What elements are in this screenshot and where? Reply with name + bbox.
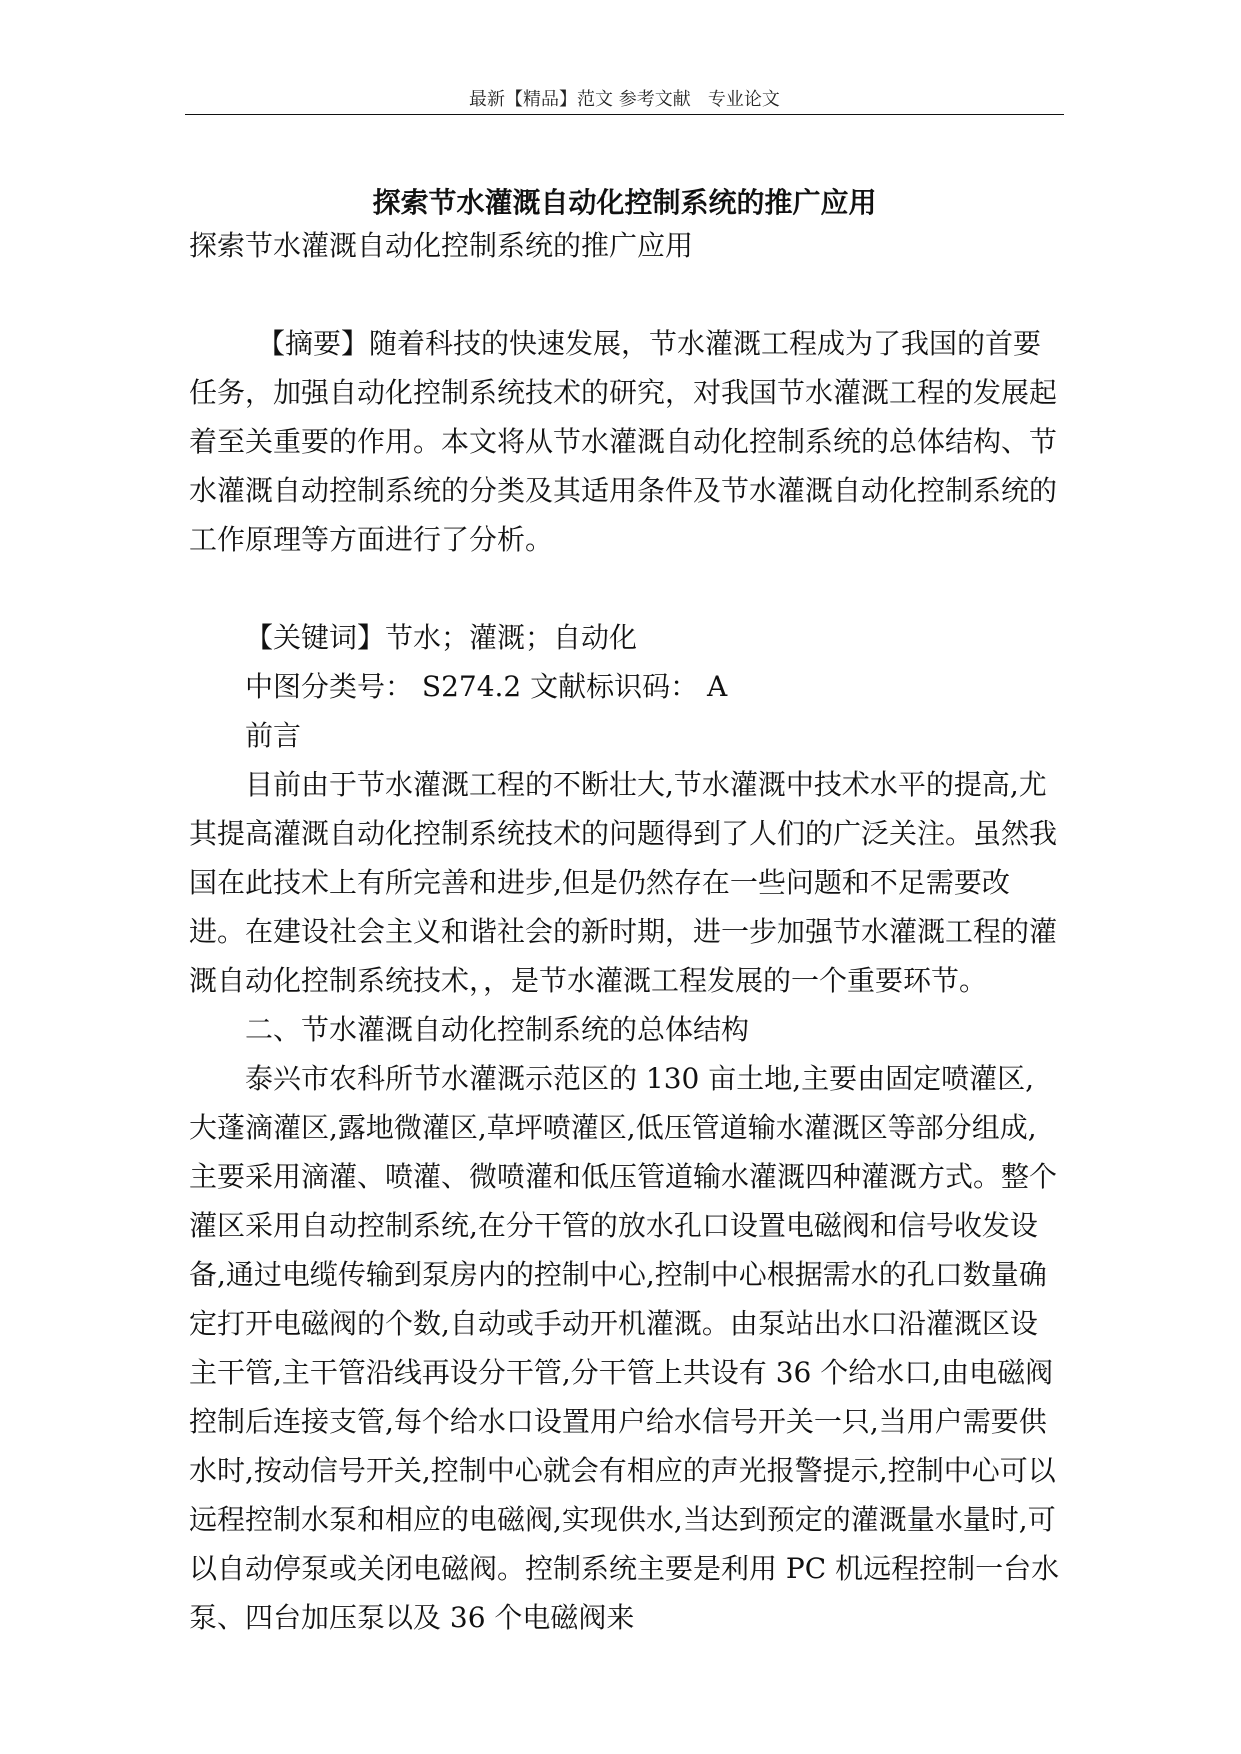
subtitle-line: 探索节水灌溉自动化控制系统的推广应用 (189, 229, 694, 262)
section-heading: 二、节水灌溉自动化控制系统的总体结构 (245, 1013, 750, 1046)
classification-line: 中图分类号： S274.2 文献标识码： A (245, 670, 728, 703)
spacer (189, 564, 1061, 613)
header-rule (185, 114, 1064, 115)
document-body (189, 221, 1061, 1642)
section-paragraph: 泰兴市农科所节水灌溉示范区的 130 亩土地,主要由固定喷灌区,大蓬滴灌区,露地微灌区,草坪喷灌区,低压管道输水灌溉区等部分组成,主要采用滴灌、喷灌、微喷灌和低压管道输水灌溉四种灌溉方式。整个灌区采用自动控制系统,在分干管的放水孔口设置电磁阀和信号收发设备,通过电缆传输到泵房内的控制中心,控制中心根据需水的孔口数量确定打开电磁阀的个数,自动或手动开机灌溉。由泵站出水口沿灌溉区设主干管,主干管沿线再设分干管,分干管上共设有 36 个给水口,由电磁阀控制后连接支管,每个给水口设置用户给水信号开关一只,当用户需要供水时,按动信号开关,控制中心就会有相应的声光报警提示,控制中心可以远程控制水泵和相应的电磁阀,实现供水,当达到预定的灌溉量水量时,可以自动停泵或关闭电磁阀。控制系统主要是利用 PC 机远程控制一台水泵、四台加压泵以及 36 个电磁阀来 (189, 1062, 1060, 1634)
preface-heading: 前言 (245, 719, 302, 752)
keywords-line: 【关键词】节水；灌溉；自动化 (245, 621, 638, 654)
page-header: 最新【精品】范文 参考文献 专业论文 (469, 89, 780, 110)
abstract-paragraph: 【摘要】随着科技的快速发展，节水灌溉工程成为了我国的首要任务，加强自动化控制系统技术的研究，对我国节水灌溉工程的发展起着至关重要的作用。本文将从节水灌溉自动化控制系统的总体结构、节水灌溉自动控制系统的分类及其适用条件及节水灌溉自动化控制系统的工作原理等方面进行了分析。 (189, 327, 1058, 556)
spacer (189, 270, 1061, 319)
preface-paragraph: 目前由于节水灌溉工程的不断壮大,节水灌溉中技术水平的提高,尤其提高灌溉自动化控制系统技术的问题得到了人们的广泛关注。虽然我国在此技术上有所完善和进步,但是仍然存在一些问题和不足需要改进。在建设社会主义和谐社会的新时期，进一步加强节水灌溉工程的灌溉自动化控制系统技术，，是节水灌溉工程发展的一个重要环节。 (189, 768, 1058, 997)
document-title: 探索节水灌溉自动化控制系统的推广应用 (372, 185, 877, 219)
